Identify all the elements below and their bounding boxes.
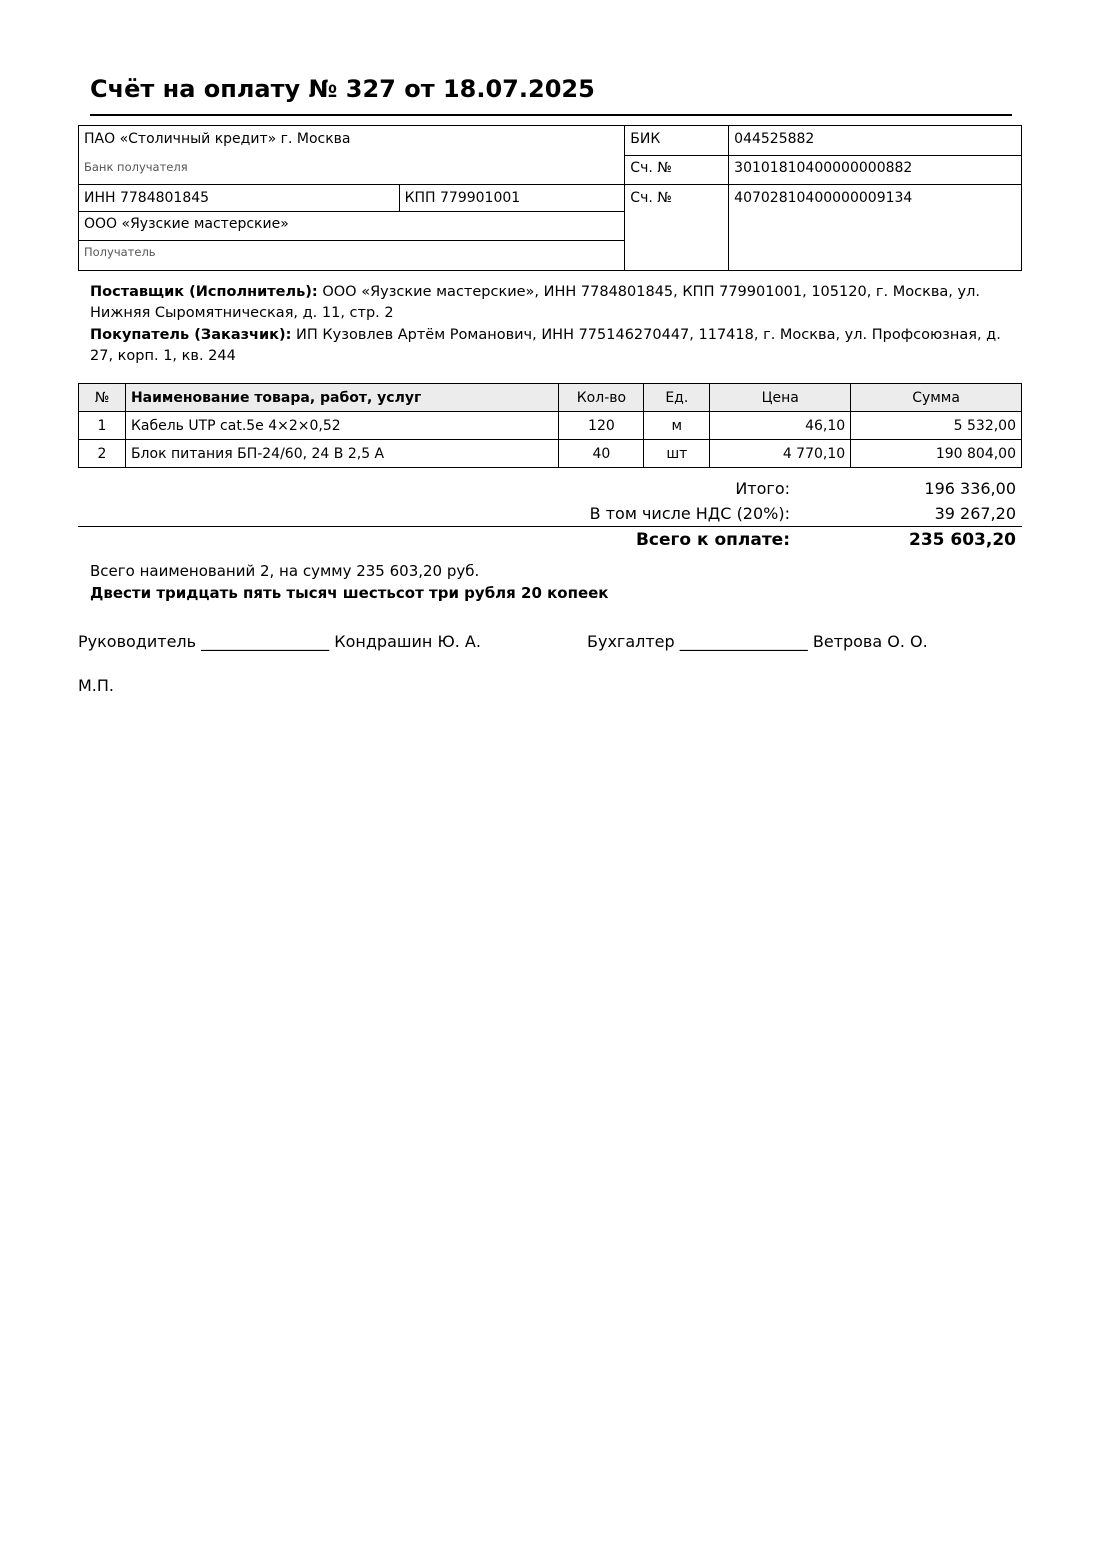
- stamp-placeholder: М.П.: [78, 676, 115, 695]
- subtotal-label: Итого:: [735, 479, 790, 498]
- vat-value: 39 267,20: [934, 504, 1016, 523]
- col-header-qty: Кол-во: [559, 384, 644, 412]
- item-price: 46,10: [710, 412, 851, 440]
- corr-account-label: Сч. №: [625, 156, 729, 185]
- buyer-line: [90, 325, 1012, 367]
- item-unit: шт: [644, 440, 710, 468]
- item-price: 4 770,10: [710, 440, 851, 468]
- bank-caption: Банк получателя: [79, 156, 625, 185]
- grand-total-row: [78, 526, 1022, 553]
- col-header-price: Цена: [710, 384, 851, 412]
- col-header-unit: Ед.: [644, 384, 710, 412]
- vat-label: В том числе НДС (20%):: [589, 504, 790, 523]
- subtotal-value: 196 336,00: [924, 479, 1016, 498]
- summary-block: [90, 560, 1012, 604]
- item-num: 2: [79, 440, 126, 468]
- item-sum: 5 532,00: [851, 412, 1022, 440]
- item-name: Кабель UTP cat.5e 4×2×0,52: [125, 412, 558, 440]
- title-divider: [90, 114, 1012, 116]
- col-header-sum: Сумма: [851, 384, 1022, 412]
- vat-row: [78, 501, 1022, 526]
- account-label: Сч. №: [625, 185, 729, 271]
- signatures-block: [78, 632, 1022, 656]
- totals-block: [78, 476, 1022, 553]
- item-num: 1: [79, 412, 126, 440]
- table-row: [79, 412, 1022, 440]
- bik-value: 044525882: [729, 126, 1022, 156]
- accountant-signature: Бухгалтер ________________ Ветрова О. О.: [587, 632, 928, 651]
- items-header-row: [79, 384, 1022, 412]
- item-sum: 190 804,00: [851, 440, 1022, 468]
- bik-label: БИК: [625, 126, 729, 156]
- buyer-label: Покупатель (Заказчик):: [90, 327, 292, 343]
- grand-total-value: 235 603,20: [908, 530, 1016, 550]
- bank-details-table: [78, 125, 1022, 271]
- item-unit: м: [644, 412, 710, 440]
- kpp-cell: КПП 779901001: [399, 185, 625, 212]
- subtotal-row: [78, 476, 1022, 501]
- corr-account-value: 30101810400000000882: [729, 156, 1022, 185]
- col-header-name: Наименование товара, работ, услуг: [125, 384, 558, 412]
- supplier-text: ООО «Яузские мастерские», ИНН 7784801845, КПП 779901001, 105120, г. Москва, ул. Нижняя Сыромятническая, д. 11, стр. 2: [90, 284, 980, 321]
- col-header-num: №: [79, 384, 126, 412]
- inn-cell: ИНН 7784801845: [79, 185, 400, 212]
- item-name: Блок питания БП-24/60, 24 В 2,5 А: [125, 440, 558, 468]
- recipient-caption: Получатель: [79, 241, 625, 271]
- supplier-line: [90, 282, 1012, 324]
- items-count-line: Всего наименований 2, на сумму 235 603,20 руб.: [90, 562, 480, 580]
- bank-name: ПАО «Столичный кредит» г. Москва: [79, 126, 625, 156]
- buyer-text: ИП Кузовлев Артём Романович, ИНН 775146270447, 117418, г. Москва, ул. Профсоюзная, д. 27, корп. 1, кв. 244: [90, 327, 1001, 364]
- amount-in-words: Двести тридцать пять тысяч шестьсот три рубля 20 копеек: [90, 584, 609, 602]
- account-value: 40702810400000009134: [729, 185, 1022, 271]
- supplier-label: Поставщик (Исполнитель):: [90, 284, 318, 300]
- items-table: [78, 383, 1022, 468]
- item-qty: 120: [559, 412, 644, 440]
- page-title: Счёт на оплату № 327 от 18.07.2025: [90, 75, 595, 103]
- table-row: [79, 440, 1022, 468]
- recipient-name: ООО «Яузские мастерские»: [79, 212, 625, 241]
- item-qty: 40: [559, 440, 644, 468]
- director-signature: Руководитель ________________ Кондрашин Ю. А.: [78, 632, 481, 651]
- parties-block: [90, 282, 1012, 368]
- grand-total-label: Всего к оплате:: [635, 530, 790, 550]
